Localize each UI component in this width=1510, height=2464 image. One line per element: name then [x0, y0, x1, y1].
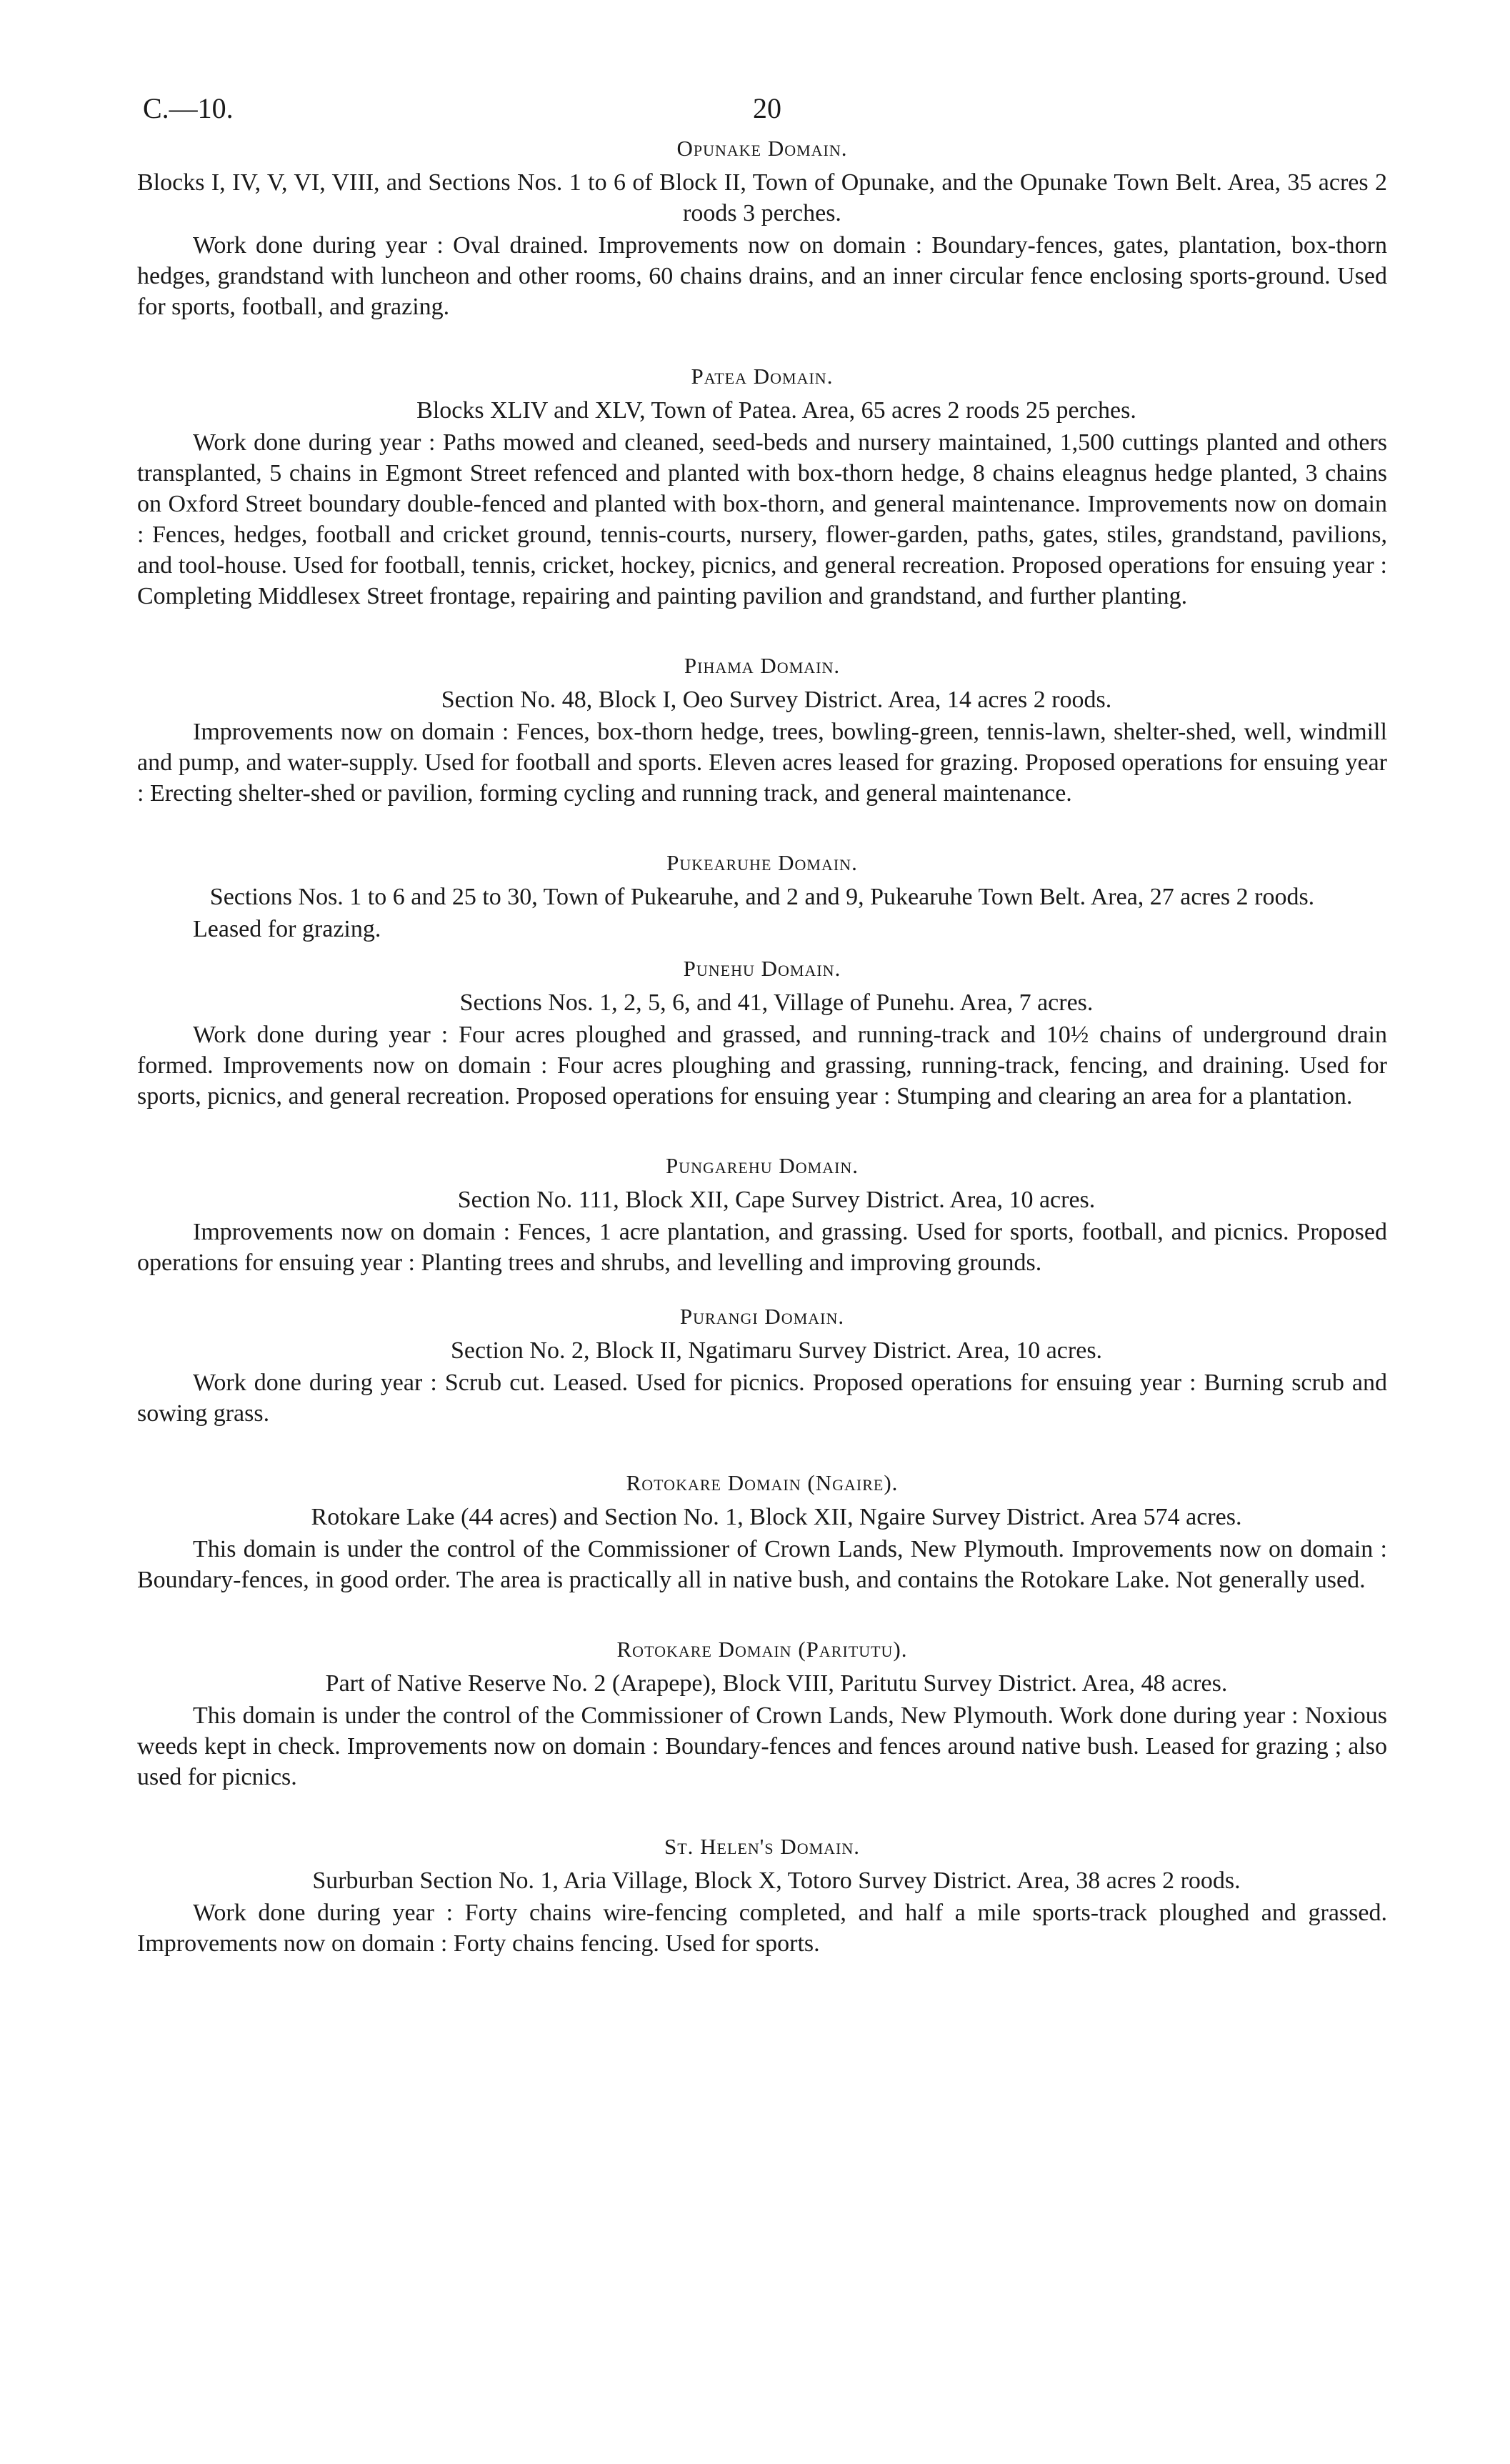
- section-subtitle: Sections Nos. 1, 2, 5, 6, and 41, Village of Punehu. Area, 7 acres.: [459, 989, 1094, 1016]
- section-pihama-domain: [137, 652, 1387, 809]
- section-heading: Patea Domain.: [691, 364, 834, 389]
- section-patea-domain: [137, 362, 1387, 612]
- section-subtitle: Surburban Section No. 1, Aria Village, Block X, Totoro Survey District. Area, 38 acres 2 roods.: [312, 1867, 1241, 1894]
- section-pungarehu-domain: [137, 1152, 1387, 1278]
- section-body: This domain is under the control of the Commissioner of Crown Lands, New Plymouth. Improvements now on domain : Boundary-fences, in good order. The area is practically all in native bush, and contains the Rotokare Lake. Not generally used.: [137, 1536, 1387, 1593]
- section-heading: Punehu Domain.: [683, 956, 841, 981]
- section-body: Leased for grazing.: [193, 916, 381, 942]
- section-st-helens-domain: [137, 1832, 1387, 1959]
- page-header: [137, 91, 1387, 134]
- section-heading: Purangi Domain.: [679, 1304, 845, 1329]
- section-heading: Pukearuhe Domain.: [666, 850, 858, 875]
- section-subtitle: Sections Nos. 1 to 6 and 25 to 30, Town of Pukearuhe, and 2 and 9, Pukearuhe Town Belt. Area, 27 acres 2 roods.: [209, 884, 1315, 910]
- section-heading: St. Helen's Domain.: [664, 1834, 861, 1859]
- section-body: Work done during year : Forty chains wire-fencing completed, and half a mile sports-track ploughed and grassed. Improvements now on domain : Forty chains fencing. Used for sports.: [137, 1900, 1387, 1957]
- section-subtitle: Section No. 2, Block II, Ngatimaru Survey District. Area, 10 acres.: [450, 1337, 1103, 1364]
- section-subtitle: Section No. 48, Block I, Oeo Survey District. Area, 14 acres 2 roods.: [441, 687, 1112, 713]
- section-heading: Opunake Domain.: [676, 136, 848, 161]
- section-heading: Pungarehu Domain.: [665, 1153, 859, 1178]
- section-body: This domain is under the control of the Commissioner of Crown Lands, New Plymouth. Work done during year : Noxious weeds kept in check. Improvements now on domain : Boundary-fences and fences around native bush. Leased for grazing ; also used for picnics.: [137, 1702, 1387, 1790]
- section-rotokare-paritutu-domain: [137, 1635, 1387, 1792]
- section-rotokare-ngaire-domain: [137, 1469, 1387, 1595]
- section-heading: Rotokare Domain (Ngaire).: [626, 1470, 899, 1495]
- section-subtitle: Section No. 111, Block XII, Cape Survey District. Area, 10 acres.: [457, 1187, 1096, 1213]
- section-subtitle: Part of Native Reserve No. 2 (Arapepe), Block VIII, Paritutu Survey District. Area, 48 acres.: [325, 1670, 1228, 1697]
- section-subtitle: Blocks I, IV, V, VI, VIII, and Sections Nos. 1 to 6 of Block II, Town of Opunake, and the Opunake Town Belt. Area, 35 acres 2 roods 3 perches.: [137, 169, 1387, 226]
- page-number: 20: [753, 92, 781, 124]
- section-pukearuhe-domain: [137, 849, 1387, 944]
- document-page: [137, 91, 1387, 1959]
- section-subtitle: Rotokare Lake (44 acres) and Section No. 1, Block XII, Ngaire Survey District. Area 574 acres.: [311, 1504, 1242, 1530]
- section-heading: Rotokare Domain (Paritutu).: [616, 1637, 908, 1662]
- section-punehu-domain: [137, 954, 1387, 1112]
- section-purangi-domain: [137, 1302, 1387, 1429]
- section-subtitle: Blocks XLIV and XLV, Town of Patea. Area, 65 acres 2 roods 25 perches.: [416, 397, 1136, 424]
- section-body: Work done during year : Paths mowed and cleaned, seed-beds and nursery maintained, 1,500 cuttings planted and others transplanted, 5 chains in Egmont Street refenced and planted with box-thorn hedge, 8 chains eleagnus hedge planted, 3 chains on Oxford Street boundary double-fenced and planted with box-thorn, and general maintenance. Improvements now on domain : Fences, hedges, football and cricket ground, tennis-courts, nursery, flower-garden, paths, gates, stiles, grandstand, pavilions, and tool-house. Used for football, tennis, cricket, hockey, picnics, and general recreation. Proposed operations for ensuing year : Completing Middlesex Street frontage, repairing and painting pavilion and grandstand, and further planting.: [137, 429, 1387, 609]
- document-reference: C.—10.: [143, 92, 234, 124]
- section-heading: Pihama Domain.: [684, 653, 841, 678]
- section-body: Work done during year : Oval drained. Improvements now on domain : Boundary-fences, gates, plantation, box-thorn hedges, grandstand with luncheon and other rooms, 60 chains drains, and an inner circular fence enclosing sports-ground. Used for sports, football, and grazing.: [137, 232, 1387, 320]
- section-body: Work done during year : Scrub cut. Leased. Used for picnics. Proposed operations for ensuing year : Burning scrub and sowing grass.: [137, 1370, 1387, 1427]
- section-body: Improvements now on domain : Fences, box-thorn hedge, trees, bowling-green, tennis-lawn, shelter-shed, well, windmill and pump, and water-supply. Used for football and sports. Eleven acres leased for grazing. Proposed operations for ensuing year : Erecting shelter-shed or pavilion, forming cycling and running track, and general maintenance.: [137, 719, 1387, 807]
- section-opunake-domain: [137, 134, 1387, 322]
- section-body: Improvements now on domain : Fences, 1 acre plantation, and grassing. Used for sports, football, and picnics. Proposed operations for ensuing year : Planting trees and shrubs, and levelling and improving grounds.: [137, 1219, 1387, 1276]
- section-body: Work done during year : Four acres ploughed and grassed, and running-track and 10½ chains of underground drain formed. Improvements now on domain : Four acres ploughing and grassing, running-track, fencing, and draining. Used for sports, picnics, and general recreation. Proposed operations for ensuing year : Stumping and clearing an area for a plantation.: [137, 1022, 1387, 1109]
